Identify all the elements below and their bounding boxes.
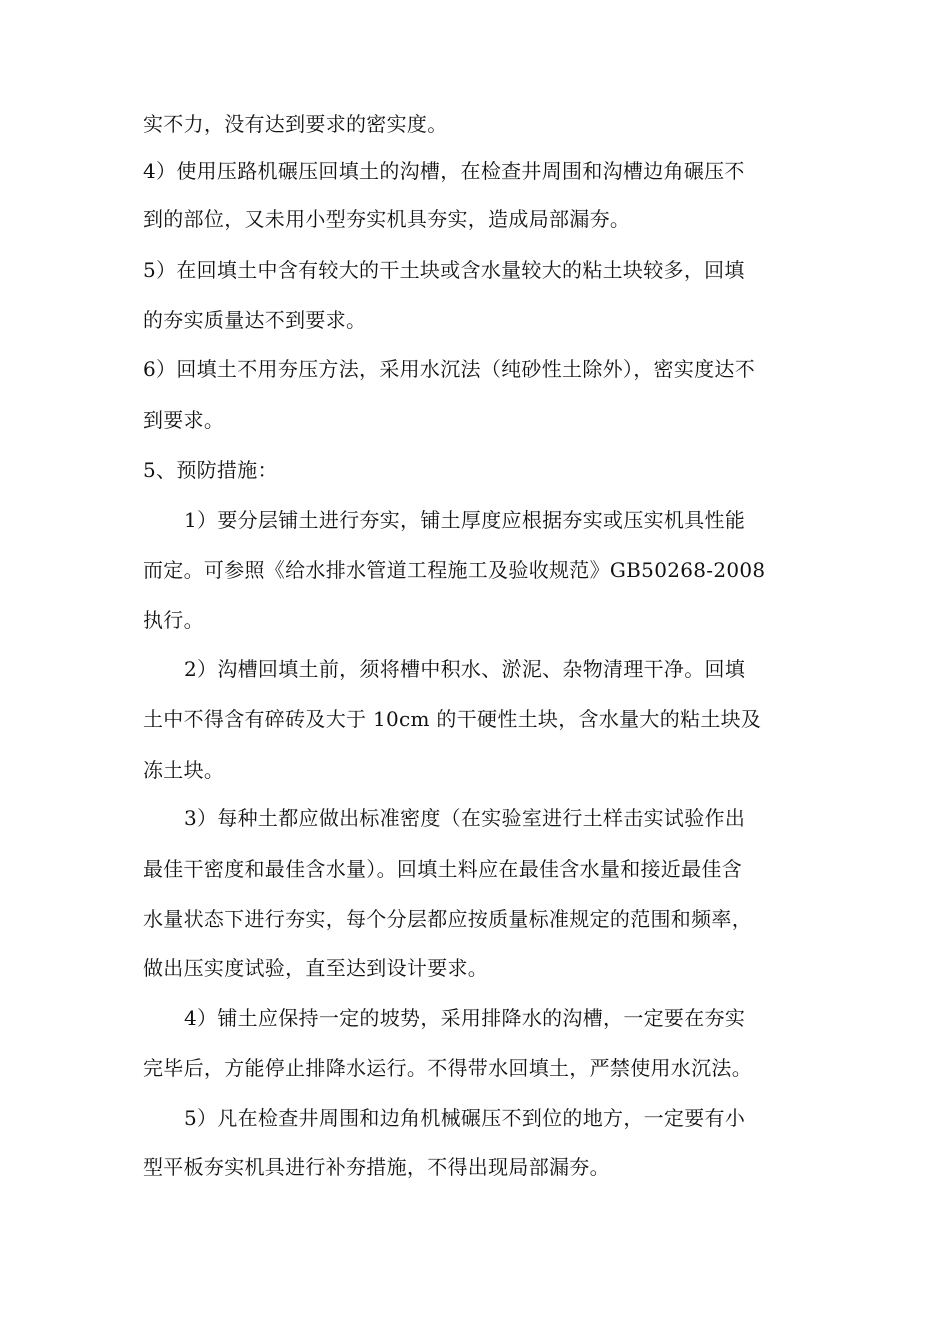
text-line: 到要求。 xyxy=(143,408,225,432)
text-line: 5）在回填土中含有较大的干土块或含水量较大的粘土块较多，回填 xyxy=(143,258,745,282)
text-line: 土中不得含有碎砖及大于 10cm 的干硬性土块，含水量大的粘土块及 xyxy=(143,707,762,731)
text-line: 的夯实质量达不到要求。 xyxy=(143,308,367,332)
text-line: 5）凡在检查井周围和边角机械碾压不到位的地方，一定要有小 xyxy=(184,1106,746,1130)
text-line: 完毕后，方能停止排降水运行。不得带水回填土，严禁使用水沉法。 xyxy=(143,1056,752,1080)
text-line: 水量状态下进行夯实，每个分层都应按质量标准规定的范围和频率， xyxy=(143,907,752,931)
text-line: 4）铺土应保持一定的坡势，采用排降水的沟槽，一定要在夯实 xyxy=(184,1006,746,1030)
text-line: 6）回填土不用夯压方法，采用水沉法（纯砂性土除外），密实度达不 xyxy=(143,357,756,381)
text-line: 1）要分层铺土进行夯实，铺土厚度应根据夯实或压实机具性能 xyxy=(184,508,746,532)
text-line: 执行。 xyxy=(143,608,204,632)
text-line: 做出压实度试验，直至达到设计要求。 xyxy=(143,956,489,980)
text-line: 实不力，没有达到要求的密实度。 xyxy=(143,112,448,136)
section-heading: 5、预防措施： xyxy=(143,458,278,482)
text-line: 3）每种土都应做出标准密度（在实验室进行土样击实试验作出 xyxy=(184,806,746,830)
text-line: 到的部位，又未用小型夯实机具夯实，造成局部漏夯。 xyxy=(143,207,631,231)
text-line: 型平板夯实机具进行补夯措施，不得出现局部漏夯。 xyxy=(143,1155,610,1179)
text-line: 2）沟槽回填土前，须将槽中积水、淤泥、杂物清理干净。回填 xyxy=(184,657,746,681)
text-line: 而定。可参照《给水排水管道工程施工及验收规范》GB50268-2008 xyxy=(143,558,766,582)
text-line: 冻土块。 xyxy=(143,758,225,782)
text-line: 4）使用压路机碾压回填土的沟槽，在检查井周围和沟槽边角碾压不 xyxy=(143,159,745,183)
text-line: 最佳干密度和最佳含水量）。回填土料应在最佳含水量和接近最佳含 xyxy=(143,857,742,881)
